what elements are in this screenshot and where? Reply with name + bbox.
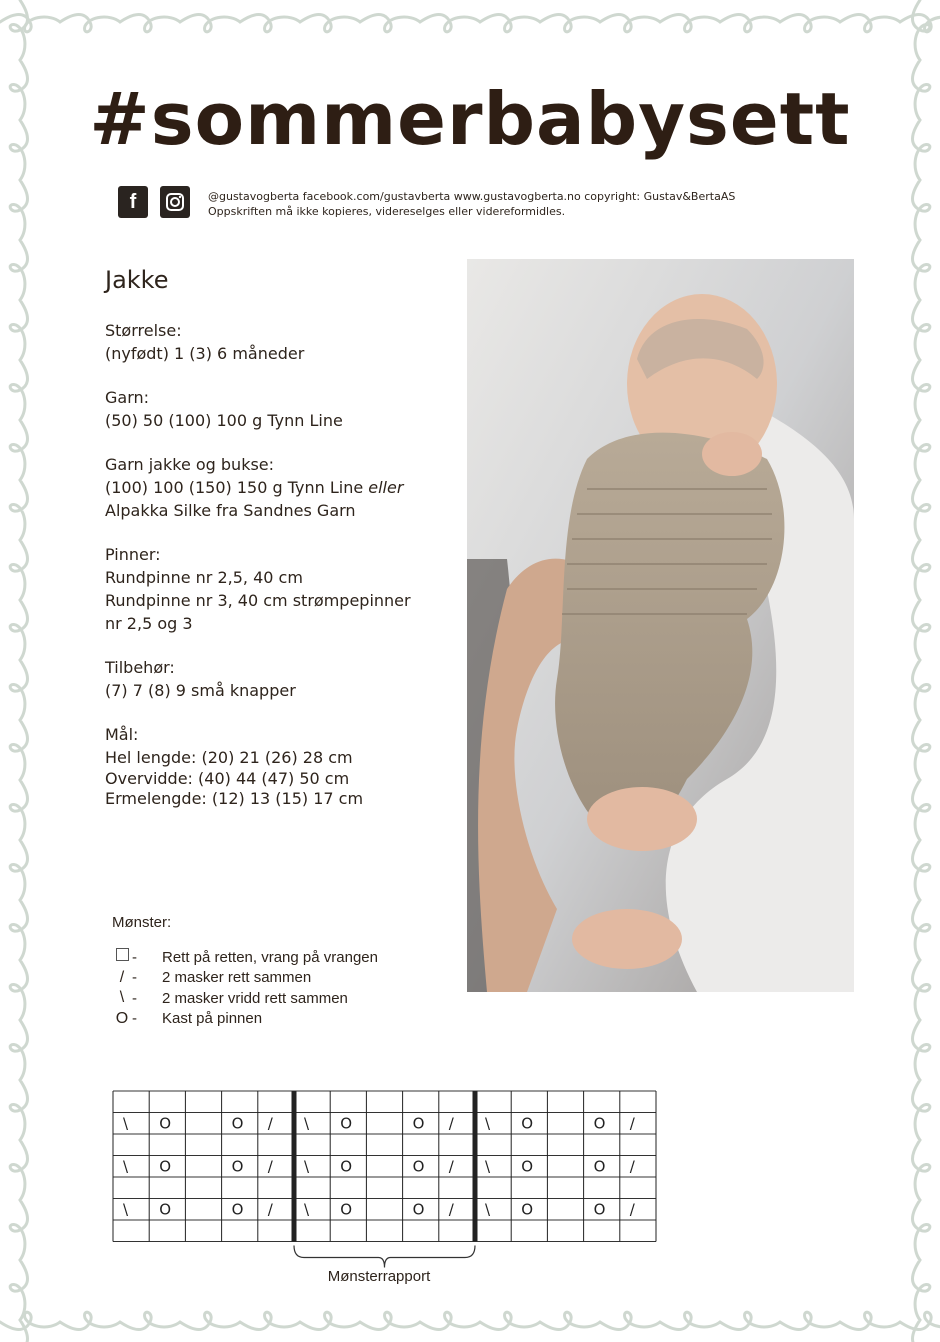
chart-symbol: / [448, 1114, 454, 1133]
chart-symbol: O [593, 1114, 606, 1133]
chart-symbol: \ [304, 1157, 310, 1176]
chart-symbol: O [159, 1114, 172, 1133]
spec-label: Garn: [105, 388, 150, 407]
legend-item [112, 968, 378, 989]
legend-item [112, 988, 378, 1009]
legend-dash: - [132, 948, 137, 966]
spec-yarn-set [105, 454, 455, 522]
spec-value: Ermelengde: (12) 13 (15) 17 cm [105, 789, 364, 808]
spec-notions [105, 657, 455, 702]
legend-text: 2 masker rett sammen [162, 969, 312, 987]
legend-title: Mønster: [112, 914, 172, 931]
chart-symbol: O [340, 1114, 353, 1133]
spec-label: Størrelse: [105, 321, 182, 340]
repeat-bracket [294, 1246, 475, 1268]
knitting-chart [112, 1090, 657, 1274]
credits-line: @gustavogberta facebook.com/gustavberta www.gustavogberta.no copyright: Gustav&BertaAS [208, 190, 736, 203]
baby-photo [467, 259, 854, 992]
spec-value [105, 476, 455, 499]
chart-symbol: \ [123, 1200, 129, 1219]
spec-value: Rundpinne nr 3, 40 cm strømpepinner [105, 591, 411, 610]
social-links [118, 186, 190, 218]
chart-symbol: O [593, 1200, 606, 1219]
spec-label: Tilbehør: [105, 658, 175, 677]
chart-symbol: / [629, 1200, 635, 1219]
chart-symbol: \ [123, 1157, 129, 1176]
spec-value: (7) 7 (8) 9 små knapper [105, 681, 296, 700]
chart-symbol: O [412, 1200, 425, 1219]
chart-symbol: O [412, 1114, 425, 1133]
legend-item [112, 947, 378, 968]
spec-needles [105, 544, 455, 635]
chart-symbol: O [159, 1157, 172, 1176]
chart-symbol: O [340, 1157, 353, 1176]
spec-size [105, 320, 455, 365]
chart-symbol: O [340, 1200, 353, 1219]
chart-symbol: \ [304, 1200, 310, 1219]
chart-symbol: \ [485, 1200, 491, 1219]
facebook-icon[interactable]: f [118, 186, 148, 218]
page-title: #sommerbabysett [89, 77, 851, 161]
credits [208, 189, 735, 219]
chart-symbol: O [231, 1114, 244, 1133]
chart-symbol: / [629, 1114, 635, 1133]
chart-symbol: O [593, 1157, 606, 1176]
chart-symbol: O [231, 1157, 244, 1176]
chart-symbol: \ [304, 1114, 310, 1133]
legend-text: 2 masker vridd rett sammen [162, 989, 348, 1007]
legend-dash: - [132, 969, 137, 987]
chart-symbol: O [412, 1157, 425, 1176]
legend-text: Kast på pinnen [162, 1010, 263, 1028]
chart-symbol: / [448, 1157, 454, 1176]
legend-item [112, 1009, 378, 1030]
section-heading: Jakke [105, 266, 169, 294]
chart-symbol: O [521, 1114, 534, 1133]
spec-value: Rundpinne nr 2,5, 40 cm [105, 568, 303, 587]
ssk-symbol: \ [119, 989, 125, 1007]
chart-symbol: / [629, 1157, 635, 1176]
spec-value: (nyfødt) 1 (3) 6 måneder [105, 344, 305, 363]
pattern-info [105, 266, 455, 831]
legend-dash: - [132, 1010, 137, 1028]
chart-symbol: / [267, 1200, 273, 1219]
chart-symbol: / [267, 1114, 273, 1133]
yarn-over-symbol: O [115, 1009, 129, 1027]
spec-value: (50) 50 (100) 100 g Tynn Line [105, 411, 343, 430]
copyright-notice: Oppskriften må ikke kopieres, videreselges eller videreformidles. [208, 205, 566, 218]
chart-symbol: / [448, 1200, 454, 1219]
chart-symbol: O [521, 1157, 534, 1176]
spec-value: Overvidde: (40) 44 (47) 50 cm [105, 769, 350, 788]
chart-symbol: / [267, 1157, 273, 1176]
spec-value: Hel lengde: (20) 21 (26) 28 cm [105, 748, 353, 767]
k2tog-symbol: / [119, 968, 125, 986]
spec-label: Mål: [105, 725, 139, 744]
instagram-icon[interactable] [160, 186, 190, 218]
spec-value-italic: eller [368, 478, 404, 497]
chart-symbol: \ [485, 1114, 491, 1133]
pattern-legend [112, 914, 378, 1029]
chart-symbol: \ [485, 1157, 491, 1176]
chart-symbol: O [231, 1200, 244, 1219]
spec-value: nr 2,5 og 3 [105, 614, 193, 633]
spec-value: Alpakka Silke fra Sandnes Garn [105, 501, 356, 520]
spec-label: Garn jakke og bukse: [105, 455, 275, 474]
chart-symbol: \ [123, 1114, 129, 1133]
spec-measurements [105, 724, 455, 809]
chart-caption: Mønsterrapport [327, 1268, 431, 1285]
spec-value-text: (100) 100 (150) 150 g Tynn Line [105, 478, 364, 497]
chart-symbol: O [521, 1200, 534, 1219]
chart-symbol: O [159, 1200, 172, 1219]
spec-label: Pinner: [105, 545, 161, 564]
spec-yarn [105, 387, 455, 432]
legend-dash: - [132, 989, 137, 1007]
knit-symbol-icon [112, 948, 132, 966]
legend-text: Rett på retten, vrang på vrangen [162, 948, 378, 966]
